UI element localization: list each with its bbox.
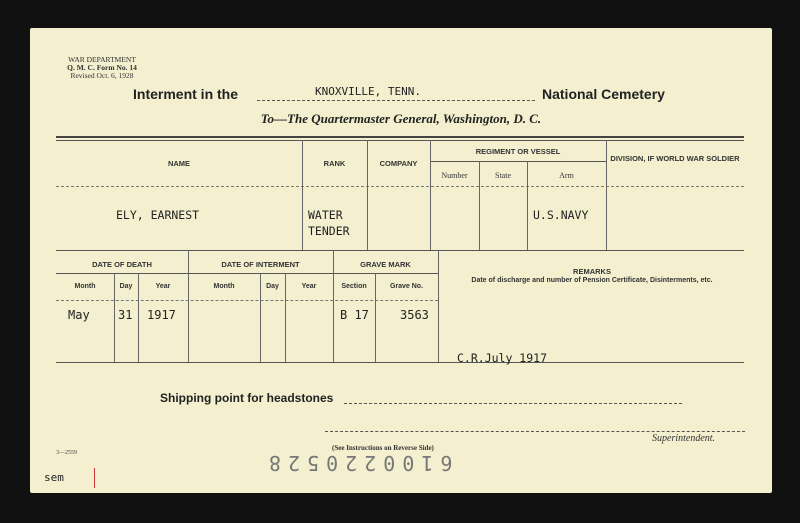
deceased-name: ELY, EARNEST	[116, 208, 200, 222]
table1-col-divider	[367, 140, 368, 250]
table2-col-divider	[438, 250, 439, 362]
section-value: B 17	[340, 308, 369, 322]
form-header-line1: WAR DEPARTMENT	[68, 55, 136, 64]
arm-value: U.S.NAVY	[533, 208, 589, 222]
header-date-of-interment: DATE OF INTERMENT	[221, 260, 300, 269]
subtitle: To—The Quartermaster General, Washington, D. C.	[260, 111, 542, 126]
header-regiment: REGIMENT OR VESSEL	[475, 147, 561, 156]
form-header-line3: Revised Oct. 6, 1928	[70, 71, 134, 80]
header-interment-day: Day	[266, 283, 279, 290]
header-section: Section	[341, 283, 367, 290]
shipping-line	[344, 403, 682, 404]
table1-top-rule2	[56, 140, 744, 141]
header-remarks-sub: Date of discharge and number of Pension Certificate, Disinterments, etc.	[471, 277, 713, 284]
title-suffix: National Cemetery	[542, 86, 665, 102]
instructions: (See Instructions on Reverse Side)	[332, 444, 434, 452]
header-number: Number	[441, 171, 468, 180]
header-remarks: REMARKS	[573, 267, 611, 276]
table1-header-rule	[56, 186, 744, 187]
cemetery-line	[257, 100, 535, 101]
header-death-day: Day	[119, 283, 133, 290]
header-rank: RANK	[323, 159, 346, 168]
superintendent-label: Superintendent.	[652, 433, 716, 444]
form-header-line2: Q. M. C. Form No. 14	[67, 63, 137, 72]
death-day-value: 31	[118, 308, 133, 322]
header-state: State	[495, 171, 511, 180]
death-year-value: 1917	[147, 308, 176, 322]
rank-line1: WATER	[308, 208, 343, 222]
table1-col-divider	[302, 140, 303, 250]
death-month-value: May	[68, 308, 90, 322]
header-name: NAME	[167, 159, 191, 168]
header-grave-no: Grave No.	[389, 283, 424, 290]
red-pencil-mark	[94, 468, 95, 488]
cemetery-name: KNOXVILLE, TENN.	[315, 85, 421, 98]
regiment-sub-rule	[430, 161, 606, 162]
title-prefix: Interment in the	[133, 86, 239, 102]
header-death-year: Year	[155, 283, 171, 290]
header-arm: Arm	[559, 171, 574, 180]
grave-no-value: 3563	[400, 308, 429, 322]
shipping-label: Shipping point for headstones	[160, 391, 334, 405]
header-interment-month: Month	[213, 283, 235, 290]
rank-line2: TENDER	[308, 224, 350, 238]
print-code: 3—2559	[56, 450, 77, 456]
serial-number: 6100220528	[262, 451, 453, 475]
remarks-value: C.R.July 1917	[457, 351, 548, 365]
superintendent-line	[325, 431, 745, 432]
header-company: COMPANY	[379, 159, 418, 168]
interment-card	[30, 28, 772, 493]
table1-bottom-rule	[56, 250, 744, 251]
form-header	[52, 56, 152, 80]
table2-bottom-rule	[56, 362, 744, 363]
footer-initials: sem	[44, 471, 64, 484]
header-grave-mark: GRAVE MARK	[360, 260, 411, 269]
table1-col-divider	[430, 140, 431, 250]
header-death-month: Month	[74, 283, 96, 290]
header-division: DIVISION, IF WORLD WAR SOLDIER	[610, 154, 740, 163]
table1-col-divider	[606, 140, 607, 250]
header-date-of-death: DATE OF DEATH	[92, 260, 152, 269]
header-interment-year: Year	[301, 283, 317, 290]
table1-top-rule	[56, 136, 744, 138]
